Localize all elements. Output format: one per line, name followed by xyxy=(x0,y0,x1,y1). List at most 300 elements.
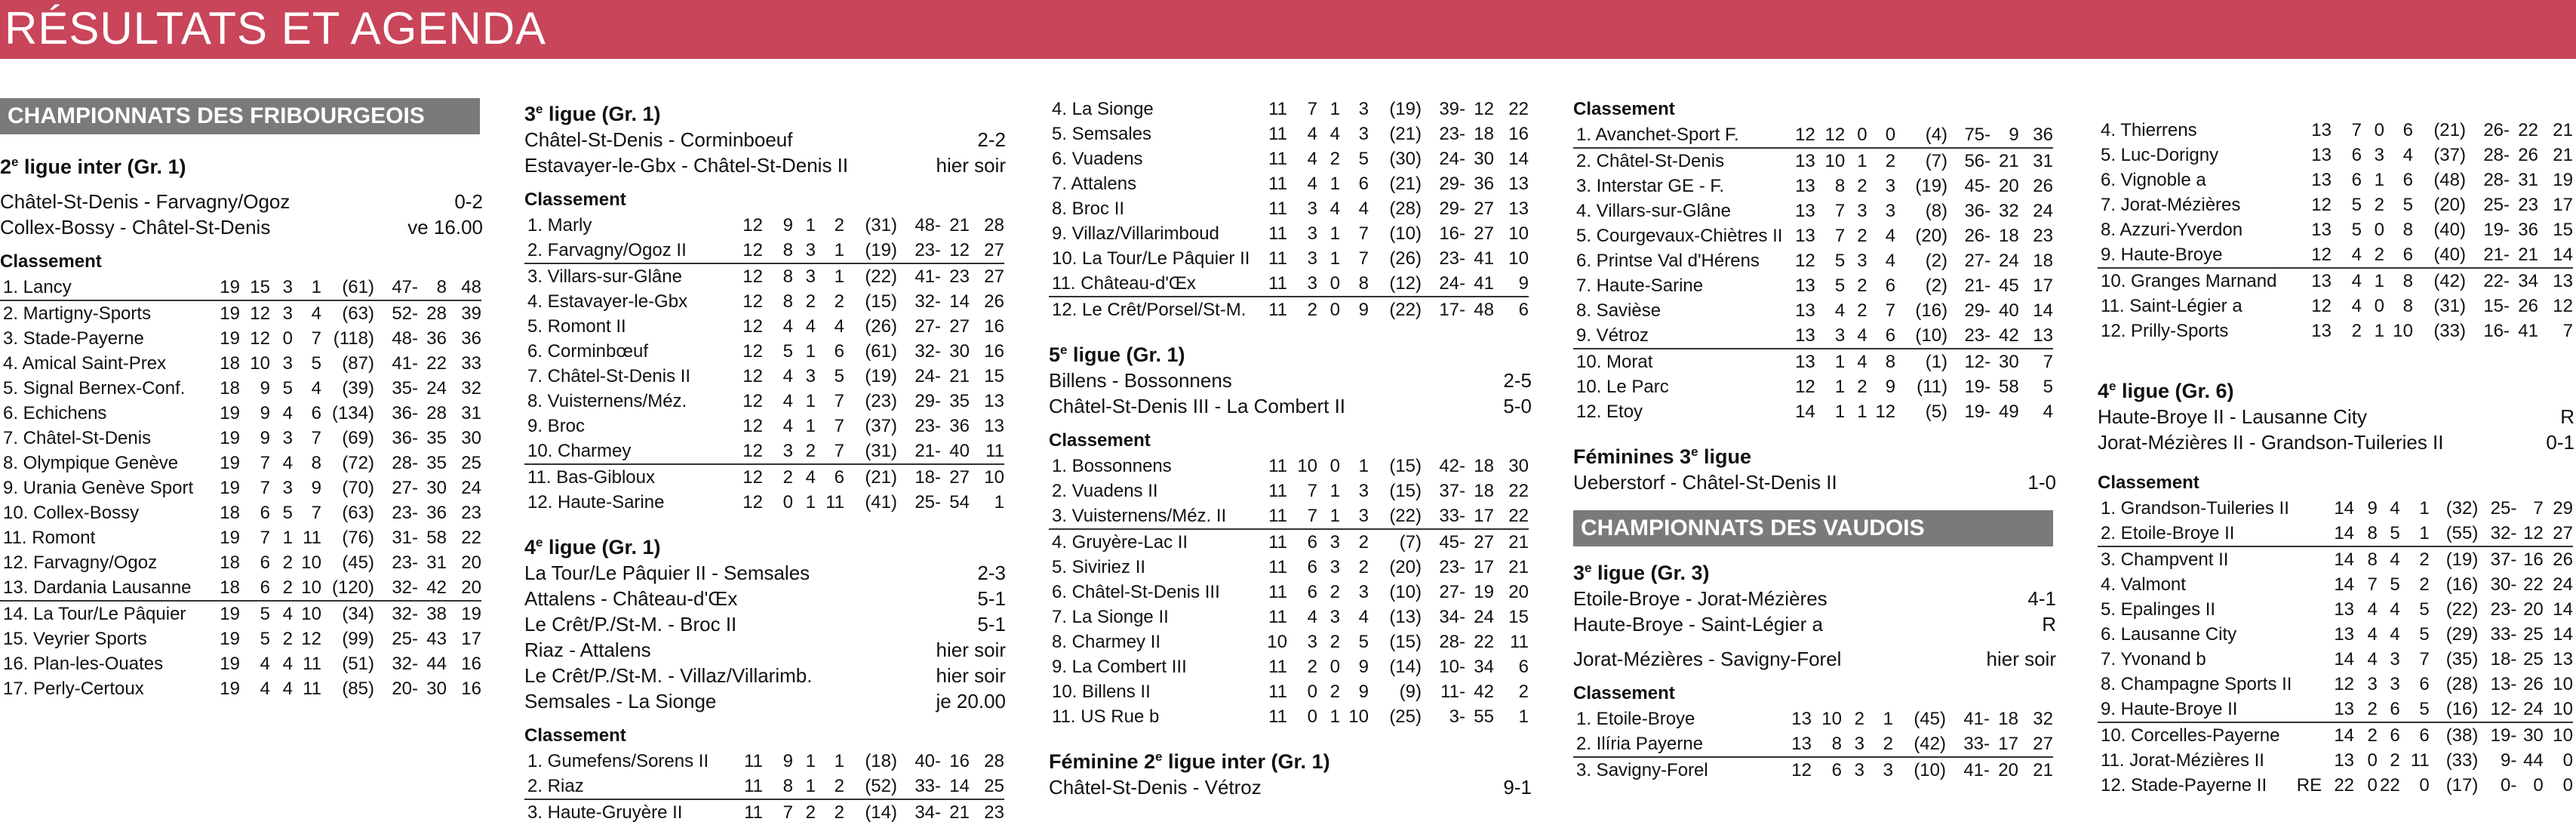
table-cell: 19- xyxy=(1964,402,1991,422)
table-cell: 13 xyxy=(2311,170,2332,190)
table-cell: 15- xyxy=(2483,296,2510,316)
table-row xyxy=(2098,118,2573,143)
table-cell: 0- xyxy=(2500,775,2517,796)
table-row xyxy=(1049,271,1529,297)
table-row xyxy=(2098,647,2573,672)
table-cell: 4 xyxy=(805,467,816,488)
table-cell: 3 xyxy=(1842,731,1864,757)
table-cell: 12 xyxy=(2311,296,2332,316)
team-name: 6. Corminbœuf xyxy=(527,341,649,362)
table-cell xyxy=(2292,597,2322,622)
table-cell: 22 xyxy=(2380,775,2400,796)
team-name: 2. Ilíria Payerne xyxy=(1573,731,1778,757)
table-cell: 0 xyxy=(1307,682,1317,702)
table-cell: 7 xyxy=(1834,201,1846,221)
table-cell: 17 xyxy=(1474,557,1494,577)
game-row xyxy=(524,560,1006,586)
table-cell: (15) xyxy=(1389,456,1422,476)
table-cell: 3 xyxy=(1307,199,1317,219)
team-name: 13. Dardania Lausanne xyxy=(0,575,207,601)
table-cell: 12 xyxy=(742,341,763,362)
table-cell: 25- xyxy=(392,629,418,649)
table-cell: 5 xyxy=(2419,624,2430,645)
table-cell: 12 xyxy=(1815,122,1845,148)
table-cell: 9 xyxy=(1358,300,1369,320)
table-cell: 2 xyxy=(1329,582,1340,602)
table-cell: 0 xyxy=(1867,122,1896,148)
game-row xyxy=(524,127,1006,152)
table-cell: 2 xyxy=(2367,725,2378,746)
match-label: Châtel-St-Denis - Farvagny/Ogoz xyxy=(0,190,290,213)
table-cell: (28) xyxy=(1389,199,1422,219)
table-cell: 1 xyxy=(293,275,321,300)
table-cell: 21- xyxy=(897,439,941,464)
table-cell: (2) xyxy=(1925,275,1948,296)
table-cell: 4 xyxy=(1329,199,1340,219)
table-cell: 2 xyxy=(782,467,793,488)
table-cell: 14 xyxy=(2334,574,2355,595)
table-cell: 1 xyxy=(805,751,816,771)
table-cell: 6 xyxy=(1307,532,1317,552)
table-cell: 26- xyxy=(2483,120,2510,140)
table-row xyxy=(0,651,481,676)
table-cell: 6 xyxy=(2351,145,2362,165)
match-result: 1-0 xyxy=(2027,471,2056,494)
table-cell: 31 xyxy=(2518,170,2538,190)
table-cell: 11 xyxy=(1268,174,1287,194)
table-cell: (26) xyxy=(865,316,897,337)
team-name: 11. Bas-Gibloux xyxy=(527,467,655,488)
match-result: hier soir xyxy=(936,664,1006,687)
table-cell: 11 xyxy=(825,492,844,512)
table-cell: 21- xyxy=(1964,275,1991,296)
table-cell: 4 xyxy=(782,316,793,337)
table-cell: 27 xyxy=(1474,223,1494,244)
table-cell: 8 xyxy=(763,774,793,799)
table-cell: 3 xyxy=(805,366,816,386)
table-cell: 6 xyxy=(2378,697,2400,722)
table-cell: 5 xyxy=(260,604,270,624)
table-cell: 36 xyxy=(461,328,481,349)
table-row xyxy=(2098,242,2573,268)
table-cell: 27- xyxy=(392,478,418,498)
table-cell: 24 xyxy=(2516,697,2543,722)
table-cell: 4 xyxy=(2390,624,2400,645)
table-cell: 3 xyxy=(1358,99,1369,119)
match-result: 0-1 xyxy=(2546,431,2574,454)
table-row xyxy=(0,300,481,326)
table-cell: 28- xyxy=(1439,632,1465,652)
table-cell xyxy=(2292,672,2322,697)
game-row xyxy=(1573,646,2056,672)
league-title: Féminine 2e ligue inter (Gr. 1) xyxy=(1049,749,1330,773)
table-cell: 1 xyxy=(805,492,816,512)
table-cell: 1 xyxy=(834,266,844,287)
table-cell: 36 xyxy=(426,503,447,523)
table-cell: 2 xyxy=(1854,709,1864,729)
table-cell: 22 xyxy=(2518,120,2538,140)
table-cell: 7 xyxy=(1834,226,1846,246)
games-list xyxy=(1573,646,2056,672)
table-cell: (20) xyxy=(1915,226,1948,246)
table-cell: 8 xyxy=(2354,521,2378,546)
table-cell: 3 xyxy=(1885,201,1896,221)
table-cell: 44 xyxy=(2523,750,2544,771)
table-cell: 10 xyxy=(1267,632,1287,652)
league-title: 3e ligue (Gr. 1) xyxy=(524,102,661,125)
game-row xyxy=(1049,368,1532,393)
table-cell: 13 xyxy=(2334,624,2355,645)
table-cell: 7 xyxy=(2043,352,2053,372)
table-cell: (120) xyxy=(321,575,374,601)
table-cell: 4 xyxy=(282,604,293,624)
match-result: 9-1 xyxy=(1503,776,1532,799)
table-cell: (45) xyxy=(342,552,374,573)
table-row xyxy=(1573,706,2053,731)
table-row xyxy=(1573,223,2053,248)
table-row xyxy=(524,263,1004,289)
table-cell: (39) xyxy=(342,378,374,399)
team-name: 2. Vuadens II xyxy=(1052,481,1158,501)
table-cell: 3 xyxy=(270,275,293,300)
table-cell: 8 xyxy=(1885,352,1896,372)
team-name: 16. Plan-les-Ouates xyxy=(3,654,164,674)
table-cell: 48 xyxy=(447,275,481,300)
table-cell: 11 xyxy=(1510,632,1529,652)
table-cell: 29- xyxy=(1439,174,1465,194)
games-list xyxy=(1573,469,2056,495)
table-row xyxy=(0,451,481,476)
table-cell: 25 xyxy=(2523,649,2544,669)
table-cell: 1 xyxy=(1329,223,1340,244)
table-cell: (21) xyxy=(865,467,897,488)
team-name: 12. Farvagny/Ogoz xyxy=(3,552,158,573)
table-cell: (33) xyxy=(2445,750,2479,771)
table-cell: 24- xyxy=(915,366,941,386)
table-cell: 0 xyxy=(1329,456,1340,476)
table-cell: 30- xyxy=(2490,574,2517,595)
table-cell: 32 xyxy=(461,378,481,399)
table-cell: 12 xyxy=(250,303,270,324)
table-cell: 20- xyxy=(392,679,418,699)
table-row xyxy=(524,414,1004,439)
table-cell: 12 xyxy=(742,467,763,488)
column-3 xyxy=(1049,97,1532,800)
table-cell: 21 xyxy=(949,366,970,386)
table-cell: 1 xyxy=(2400,521,2430,546)
table-cell: (34) xyxy=(342,604,374,624)
table-cell: 37- xyxy=(1439,481,1465,501)
table-cell: (4) xyxy=(1895,122,1947,148)
table-row xyxy=(0,275,481,300)
match-label: Billens - Bossonnens xyxy=(1049,369,1232,392)
table-cell: 2 xyxy=(1857,176,1867,196)
table-cell: (21) xyxy=(2433,120,2466,140)
table-cell: 4 xyxy=(2390,549,2400,570)
table-cell: (18) xyxy=(865,751,897,771)
team-name: 5. Luc-Dorigny xyxy=(2101,145,2219,165)
table-cell: 12 xyxy=(1795,377,1815,397)
team-name: 5. Courgevaux-Chiètres II xyxy=(1576,226,1783,246)
table-cell: 55 xyxy=(1474,706,1494,727)
table-row xyxy=(0,575,481,601)
match-label: Ueberstorf - Châtel-St-Denis II xyxy=(1573,471,1837,494)
table-cell: 75- xyxy=(1947,122,1990,148)
table-cell: 4 xyxy=(1329,124,1340,144)
table-cell: 45- xyxy=(1439,532,1465,552)
table-cell: 32 xyxy=(1998,201,2019,221)
table-cell: 24- xyxy=(1422,271,1465,297)
table-cell: 25- xyxy=(2483,195,2510,215)
table-cell: 11 xyxy=(1268,149,1287,169)
table-cell: 0 xyxy=(2367,750,2378,771)
table-cell: 4 xyxy=(1857,352,1867,372)
table-cell: 9 xyxy=(1990,122,2019,148)
table-cell: (16) xyxy=(2430,697,2479,722)
table-cell: 3 xyxy=(282,303,293,324)
table-row xyxy=(2098,546,2573,572)
table-cell: 18- xyxy=(2490,649,2517,669)
team-name: 10. Billens II xyxy=(1052,682,1151,702)
team-name: 10. La Tour/Le Pâquier II xyxy=(1052,248,1250,269)
table-cell: 39- xyxy=(1439,99,1465,119)
table-cell: 7 xyxy=(311,328,321,349)
match-result: ve 16.00 xyxy=(407,216,483,239)
standings-table xyxy=(1573,706,2053,783)
game-row xyxy=(1573,611,2056,637)
table-cell: 5 xyxy=(282,378,293,399)
table-cell: 8 xyxy=(1834,176,1846,196)
table-cell: 5 xyxy=(311,353,321,374)
table-row xyxy=(2098,672,2573,697)
table-row xyxy=(1049,605,1529,629)
table-cell: (70) xyxy=(342,478,374,498)
table-row xyxy=(2098,697,2573,722)
table-cell: 1 xyxy=(2374,170,2384,190)
league-title: 4e ligue (Gr. 1) xyxy=(524,535,661,559)
table-cell: 3 xyxy=(1857,201,1867,221)
team-name: 1. Bossonnens xyxy=(1052,456,1172,476)
table-cell: 5 xyxy=(2043,377,2053,397)
table-cell: 13 xyxy=(2322,697,2354,722)
table-cell: 13 xyxy=(984,416,1004,436)
table-cell: (51) xyxy=(342,654,374,674)
table-cell: 19 xyxy=(2553,170,2573,190)
table-cell: 40- xyxy=(915,751,941,771)
table-row xyxy=(1049,679,1529,704)
table-cell: (29) xyxy=(2445,624,2479,645)
standings-table xyxy=(1049,97,1529,322)
table-cell: 3 xyxy=(1307,248,1317,269)
game-row xyxy=(524,688,1006,714)
table-cell: 8 xyxy=(763,238,793,263)
table-cell: 13 xyxy=(1795,275,1815,296)
table-cell: 7 xyxy=(1307,99,1317,119)
match-label: Châtel-St-Denis III - La Combert II xyxy=(1049,395,1346,417)
table-row xyxy=(1573,174,2053,199)
table-cell: 1 xyxy=(2374,321,2384,341)
table-row xyxy=(1049,297,1529,322)
table-row xyxy=(1049,221,1529,246)
table-cell: 21 xyxy=(1998,151,2019,171)
standings-table xyxy=(524,749,1004,825)
table-cell: 30 xyxy=(426,679,447,699)
table-cell: 14 xyxy=(1508,149,1529,169)
table-cell: 30 xyxy=(2523,725,2544,746)
game-row xyxy=(2098,404,2574,429)
table-cell: 13 xyxy=(2311,145,2332,165)
table-cell: 5 xyxy=(2419,599,2430,620)
table-cell: (22) xyxy=(1389,300,1422,320)
table-cell: 16 xyxy=(461,679,481,699)
column-1 xyxy=(0,98,483,701)
table-cell: 30 xyxy=(461,428,481,448)
match-result: 5-1 xyxy=(977,613,1006,636)
table-cell: (134) xyxy=(331,403,374,423)
table-cell: 23- xyxy=(1947,323,1990,349)
table-cell: 29- xyxy=(1439,199,1465,219)
table-cell: 40 xyxy=(1998,300,2019,321)
table-cell: 32- xyxy=(374,575,418,601)
table-cell: 21 xyxy=(2553,120,2573,140)
table-cell: 10 xyxy=(1824,151,1846,171)
table-cell: 26 xyxy=(984,291,1004,312)
table-cell: 19- xyxy=(1964,377,1991,397)
table-cell: (16) xyxy=(1915,300,1948,321)
table-cell: 2 xyxy=(1857,377,1867,397)
table-cell: 0 xyxy=(1329,300,1340,320)
page-title: RÉSULTATS ET AGENDA xyxy=(5,3,547,54)
table-cell: 40 xyxy=(941,439,970,464)
table-cell: 13 xyxy=(2311,271,2332,291)
team-name: 10. Morat xyxy=(1576,352,1653,372)
table-cell: 2 xyxy=(1885,151,1896,171)
table-cell: 0 xyxy=(2374,296,2384,316)
table-cell: 19 xyxy=(207,275,240,300)
table-cell: 52- xyxy=(392,303,418,324)
table-cell: 4 xyxy=(2390,498,2400,519)
table-cell: 19 xyxy=(220,528,240,548)
table-cell: 9- xyxy=(2500,750,2517,771)
team-name: 4. Villars-sur-Glâne xyxy=(1576,201,1731,221)
table-cell: 2 xyxy=(1329,149,1340,169)
table-cell: 23 xyxy=(461,503,481,523)
table-cell: 19 xyxy=(461,604,481,624)
table-row xyxy=(0,376,481,401)
table-cell: (21) xyxy=(1389,174,1422,194)
match-label: Haute-Broye II - Lausanne City xyxy=(2098,405,2367,428)
table-cell: 4 xyxy=(2367,624,2378,645)
table-row xyxy=(1049,704,1529,729)
team-name: 3. Champvent II xyxy=(2101,549,2229,570)
table-cell: 3 xyxy=(1307,223,1317,244)
standings-table xyxy=(0,275,481,701)
table-cell: 12 xyxy=(1875,402,1896,422)
table-cell: 7 xyxy=(2367,574,2378,595)
table-cell: 5 xyxy=(2400,697,2430,722)
table-cell: 11 xyxy=(303,679,321,699)
table-cell: (85) xyxy=(342,679,374,699)
table-cell: 20 xyxy=(1998,760,2018,780)
table-cell: 12 xyxy=(2553,296,2573,316)
table-cell: 9 xyxy=(311,478,321,498)
table-cell: 23- xyxy=(392,503,418,523)
table-cell: 4 xyxy=(1885,251,1896,271)
table-cell: 11 xyxy=(2410,750,2430,771)
table-cell: (10) xyxy=(1389,223,1422,244)
table-cell: 26 xyxy=(2553,549,2573,570)
match-result: R xyxy=(2560,405,2574,428)
table-cell: (12) xyxy=(1369,271,1422,297)
table-cell: 32- xyxy=(915,291,941,312)
table-cell: (5) xyxy=(1925,402,1948,422)
table-cell: (22) xyxy=(865,266,897,287)
table-cell xyxy=(2292,748,2322,773)
table-cell: 2 xyxy=(805,291,816,312)
table-cell: 13 xyxy=(2553,271,2573,291)
table-row xyxy=(524,749,1004,774)
table-cell: (14) xyxy=(1389,657,1422,677)
table-cell: 34- xyxy=(1439,607,1465,627)
table-row xyxy=(2098,192,2573,217)
table-cell: 22 xyxy=(1508,99,1529,119)
column-2 xyxy=(524,97,1006,825)
team-name: 10. Le Parc xyxy=(1576,377,1669,397)
table-cell: 3 xyxy=(763,439,793,464)
game-row xyxy=(1049,393,1532,419)
table-row xyxy=(1573,757,2053,783)
table-cell: 2 xyxy=(2374,195,2384,215)
team-name: 1. Grandson-Tuileries II xyxy=(2101,498,2289,519)
table-cell: 35 xyxy=(426,453,447,473)
table-row xyxy=(524,464,1004,490)
table-cell: (21) xyxy=(1389,124,1422,144)
table-cell: 6 xyxy=(2390,725,2400,746)
table-row xyxy=(524,799,1004,825)
table-cell: (28) xyxy=(2445,674,2479,694)
table-row xyxy=(1573,731,2053,757)
table-cell: 31 xyxy=(2033,151,2053,171)
team-name: 9. Haute-Broye xyxy=(2098,242,2298,268)
table-cell: 19 xyxy=(220,403,240,423)
table-row xyxy=(524,774,1004,799)
table-cell: 5 xyxy=(2351,195,2362,215)
table-cell: 4 xyxy=(1307,149,1317,169)
table-cell: 10 xyxy=(1508,223,1529,244)
table-cell: (33) xyxy=(2433,321,2466,341)
table-cell: 54 xyxy=(949,492,970,512)
table-cell: 4 xyxy=(282,654,293,674)
table-cell: 9 xyxy=(2367,498,2378,519)
table-cell: 4 xyxy=(2367,599,2378,620)
team-name: 1. Lancy xyxy=(0,275,207,300)
team-name: 11. Château-d'Œx xyxy=(1049,271,1254,297)
table-cell: (22) xyxy=(2445,599,2479,620)
table-cell: 9 xyxy=(782,215,793,235)
table-cell: 4 xyxy=(1358,199,1369,219)
table-row xyxy=(1573,298,2053,323)
table-cell: 13 xyxy=(1795,226,1815,246)
table-row xyxy=(2098,217,2573,242)
table-cell: 47- xyxy=(374,275,418,300)
table-cell: 4 xyxy=(1834,300,1846,321)
table-cell: 9 xyxy=(1358,657,1369,677)
table-cell: 43 xyxy=(426,629,447,649)
table-cell: 6 xyxy=(2419,674,2430,694)
table-row xyxy=(1049,171,1529,196)
table-cell: 37- xyxy=(2490,549,2517,570)
team-name: 8. Broc II xyxy=(1052,199,1125,219)
